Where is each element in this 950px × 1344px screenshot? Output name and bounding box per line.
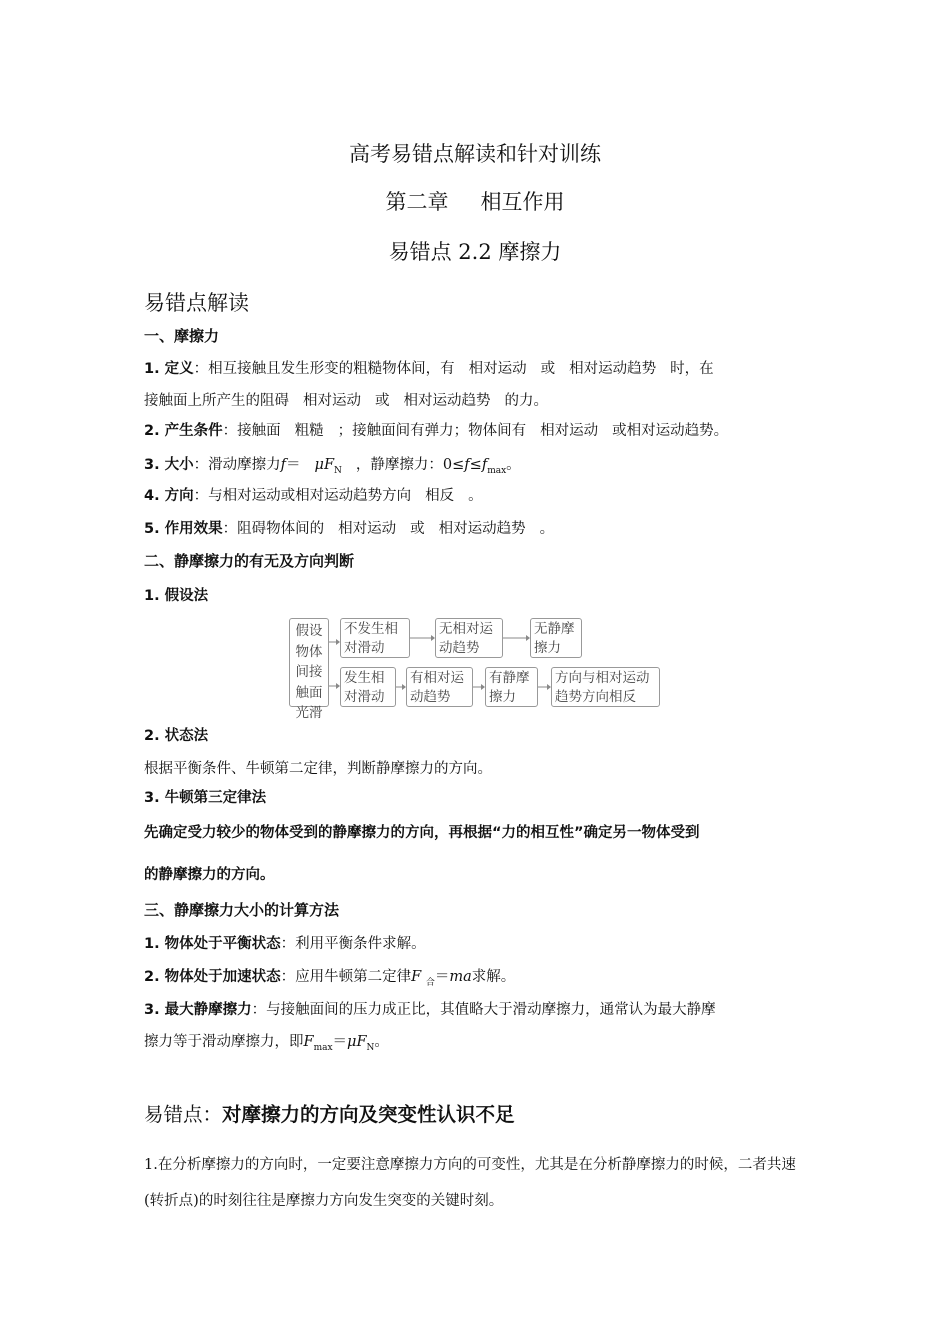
part1-heading: 一、摩擦力	[144, 327, 220, 345]
flow-box-bottom-1: 发生相对滑动	[340, 667, 396, 707]
method1-heading: 1. 假设法	[144, 588, 209, 604]
document-title: 高考易错点解读和针对训练	[349, 142, 601, 166]
error-point-heading	[144, 1099, 515, 1127]
error-point-label: 易错点：	[144, 1103, 223, 1126]
flow-box-top-3: 无静摩擦力	[530, 618, 582, 658]
flow-box-start: 假设物体间接触面光滑	[289, 618, 329, 707]
chapter-name: 相互作用	[480, 190, 565, 214]
direction-line: 4. 方向：与相对运动或相对运动趋势方向 相反 。	[144, 488, 483, 504]
calc-method-3-line-1: 3. 最大静摩擦力：与接触面间的压力成正比，其值略大于滑动摩擦力，通常认为最大静摩	[144, 1002, 716, 1018]
effect-line: 5. 作用效果：阻碍物体间的 相对运动 或 相对运动趋势 。	[144, 521, 555, 537]
definition-line-2: 接触面上所产生的阻碍 相对运动 或 相对运动趋势 的力。	[144, 393, 548, 409]
method3-text-line-1: 先确定受力较少的物体受到的静摩擦力的方向，再根据“力的相互性”确定另一物体受到	[144, 825, 700, 841]
definition-line-1: 1. 定义：相互接触且发生形变的粗糙物体间，有 相对运动 或 相对运动趋势 时，在	[144, 361, 714, 377]
flow-box-top-1: 不发生相对滑动	[340, 618, 410, 658]
method2-heading: 2. 状态法	[144, 728, 209, 744]
part2-heading: 二、静摩擦力的有无及方向判断	[144, 552, 355, 570]
method2-text: 根据平衡条件、牛顿第二定律，判断静摩擦力的方向。	[144, 761, 492, 777]
error-point-title: 易错点 2.2 摩擦力	[388, 240, 562, 264]
section-reading-heading: 易错点解读	[144, 291, 249, 315]
error-point-paragraph: 1.在分析摩擦力的方向时，一定要注意摩擦力方向的可变性，尤其是在分析静摩擦力的时候，二者共速(转折点)的时刻往往是摩擦力方向发生突变的关键时刻。	[144, 1157, 796, 1209]
flow-box-top-2: 无相对运动趋势	[435, 618, 503, 658]
calc-method-2: 2. 物体处于加速状态：应用牛顿第二定律F $_合$＝ma求解。	[144, 969, 516, 988]
conditions-line: 2. 产生条件：接触面 粗糙 ；接触面间有弹力；物体间有 相对运动 或相对运动趋势。	[144, 423, 729, 439]
flow-box-bottom-4: 方向与相对运动趋势方向相反	[551, 667, 660, 707]
calc-method-1: 1. 物体处于平衡状态：利用平衡条件求解。	[144, 936, 426, 952]
error-point-heading-title: 对摩擦力的方向及突变性认识不足	[222, 1103, 515, 1126]
flow-box-bottom-2: 有相对运动趋势	[406, 667, 473, 707]
part3-heading: 三、静摩擦力大小的计算方法	[144, 901, 340, 919]
calc-method-3-line-2: 擦力等于滑动摩擦力，即$F_{max}=\mu F_N$。	[144, 1034, 389, 1053]
magnitude-line: 3. 大小：滑动摩擦力$f= \mu F_N$ ，静摩擦力：$0\le f\le f_{max}$。	[144, 457, 521, 476]
method3-heading: 3. 牛顿第三定律法	[144, 790, 267, 806]
flow-box-bottom-3: 有静摩擦力	[485, 667, 538, 707]
chapter-number: 第二章	[385, 190, 449, 214]
method3-text-line-2: 的静摩擦力的方向。	[144, 867, 275, 883]
